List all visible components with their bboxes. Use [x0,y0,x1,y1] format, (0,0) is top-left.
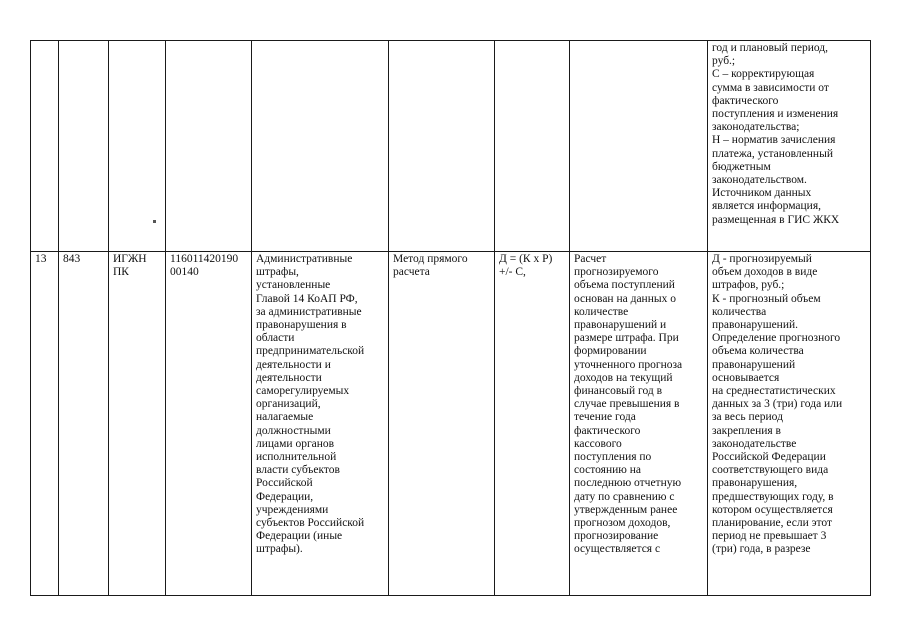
text-line: расчета [393,266,430,279]
text-line: предпринимательской [256,345,365,358]
text-line: +/- С, [499,266,526,279]
text-line: объема количества [712,345,804,358]
cell-admin-code [59,41,109,252]
text-line: период не превышает 3 [712,530,827,543]
cell-revenue-name [252,252,389,596]
text-line: является информация, [712,200,821,213]
cell-number [31,41,59,252]
text-line: соответствующего вида [712,464,829,477]
text-line: утвержденным ранее [574,503,678,516]
text-line: правонарушения, [712,477,798,490]
text-line: ИГЖН [113,253,147,265]
text-line: количестве [574,305,629,318]
text-line: поступления и изменения [712,108,839,121]
text-line: фактического [712,94,779,107]
text-line: предшествующих году, в [712,490,834,503]
text-line: фактического [574,424,641,437]
cell-number: 13 [31,252,59,596]
cell-method [389,252,495,596]
text-line: организаций, [256,398,321,411]
text-line: ПК [113,266,129,279]
cell-formula [495,252,570,596]
text-line: руб.; [712,55,736,68]
text-line: за административные [256,305,362,318]
text-line: Д = (К х Р) [499,253,553,265]
text-line: дату по сравнению с [574,490,675,503]
text-line: учреждениями [256,503,329,516]
text-line: объем доходов в виде [712,266,818,279]
text-line: кассового [574,437,622,450]
text-line: прогнозирование [574,530,659,543]
text-line: области [256,332,295,345]
text-line: Административные [256,253,353,265]
text-line: закрепления в [712,424,781,437]
cell-revenue-name [252,41,389,252]
scan-speck [153,220,156,223]
text-line: Расчет [574,253,607,265]
text-line: штрафов, руб.; [712,279,785,292]
text-line: платежа, установленный [712,147,833,160]
text-line: (три) года, в разрезе [712,543,811,556]
text-line: Н – норматив зачисления [712,134,836,147]
text-line: год и плановый период, [712,42,828,54]
text-line: Источником данных [712,187,812,200]
text-line: Российской Федерации [712,451,826,464]
cell-administrator [109,41,166,252]
text-line: основан на данных о [574,292,676,305]
text-line: 116011420190 [170,253,239,265]
text-line: финансовый год в [574,385,663,398]
text-line: поступления по [574,451,652,464]
text-line: налагаемые [256,411,314,424]
text-line: течение года [574,411,636,424]
text-line: штрафы, [256,266,299,279]
text-line: власти субъектов [256,464,340,477]
text-line: правонарушений и [574,319,667,332]
cell-algorithm [570,252,708,596]
text-line: последнюю отчетную [574,477,682,490]
text-line: уточненного прогноза [574,358,683,371]
text-line: планирование, если этот [712,517,833,530]
revenue-methodology-table [30,40,871,596]
text-line: штрафы). [256,543,303,556]
text-line: Федерации (иные [256,530,343,543]
text-line: Главой 14 КоАП РФ, [256,292,358,305]
text-line: прогнозируемого [574,266,659,279]
text-line: формировании [574,345,647,358]
text-line: основывается [712,371,780,384]
table-row-continued [31,41,871,252]
text-line: размере штрафа. При [574,332,679,345]
text-line: размещенная в ГИС ЖКХ [712,213,840,226]
text-line: правонарушения в [256,319,347,332]
text-line: деятельности [256,371,322,384]
text-line: деятельности и [256,358,331,371]
text-line: должностными [256,424,331,437]
text-line: прогнозом доходов, [574,517,671,530]
cell-indicators [708,41,871,252]
text-line: за весь период [712,411,783,424]
text-line: 00140 [170,266,199,279]
cell-kbk [166,41,252,252]
text-line: С – корректирующая [712,68,815,81]
text-line: субъектов Российской [256,517,365,530]
cell-admin-code: 843 [59,252,109,596]
text-line: Д - прогнозируемый [712,253,812,265]
text-line: правонарушений. [712,319,799,332]
text-line: бюджетным [712,160,771,173]
text-line: на среднестатистических [712,385,836,398]
cell-method [389,41,495,252]
text-line: объема поступлений [574,279,675,292]
text-line: Федерации, [256,490,314,503]
text-line: котором осуществляется [712,503,833,516]
cell-algorithm [570,41,708,252]
text-line: случае превышения в [574,398,680,411]
text-line: состоянию на [574,464,641,477]
text-line: Метод прямого [393,253,468,265]
cell-formula [495,41,570,252]
text-line: Российской [256,477,313,490]
text-line: К - прогнозный объем [712,292,821,305]
text-line: правонарушений [712,358,796,371]
text-line: доходов на текущий [574,371,673,384]
text-line: установленные [256,279,331,292]
text-line: саморегулируемых [256,385,350,398]
text-line: законодательством. [712,174,807,187]
text-line: осуществляется с [574,543,661,556]
text-line: законодательстве [712,437,797,450]
text-line: законодательства; [712,121,800,134]
text-line: Определение прогнозного [712,332,841,345]
cell-administrator [109,252,166,596]
text-line: данных за 3 (три) года или [712,398,843,411]
text-line: количества [712,305,767,318]
text-line: лицами органов [256,437,335,450]
text-line: исполнительной [256,451,337,464]
table-row-13 [31,252,871,596]
cell-indicators [708,252,871,596]
text-line: сумма в зависимости от [712,81,829,94]
cell-kbk [166,252,252,596]
